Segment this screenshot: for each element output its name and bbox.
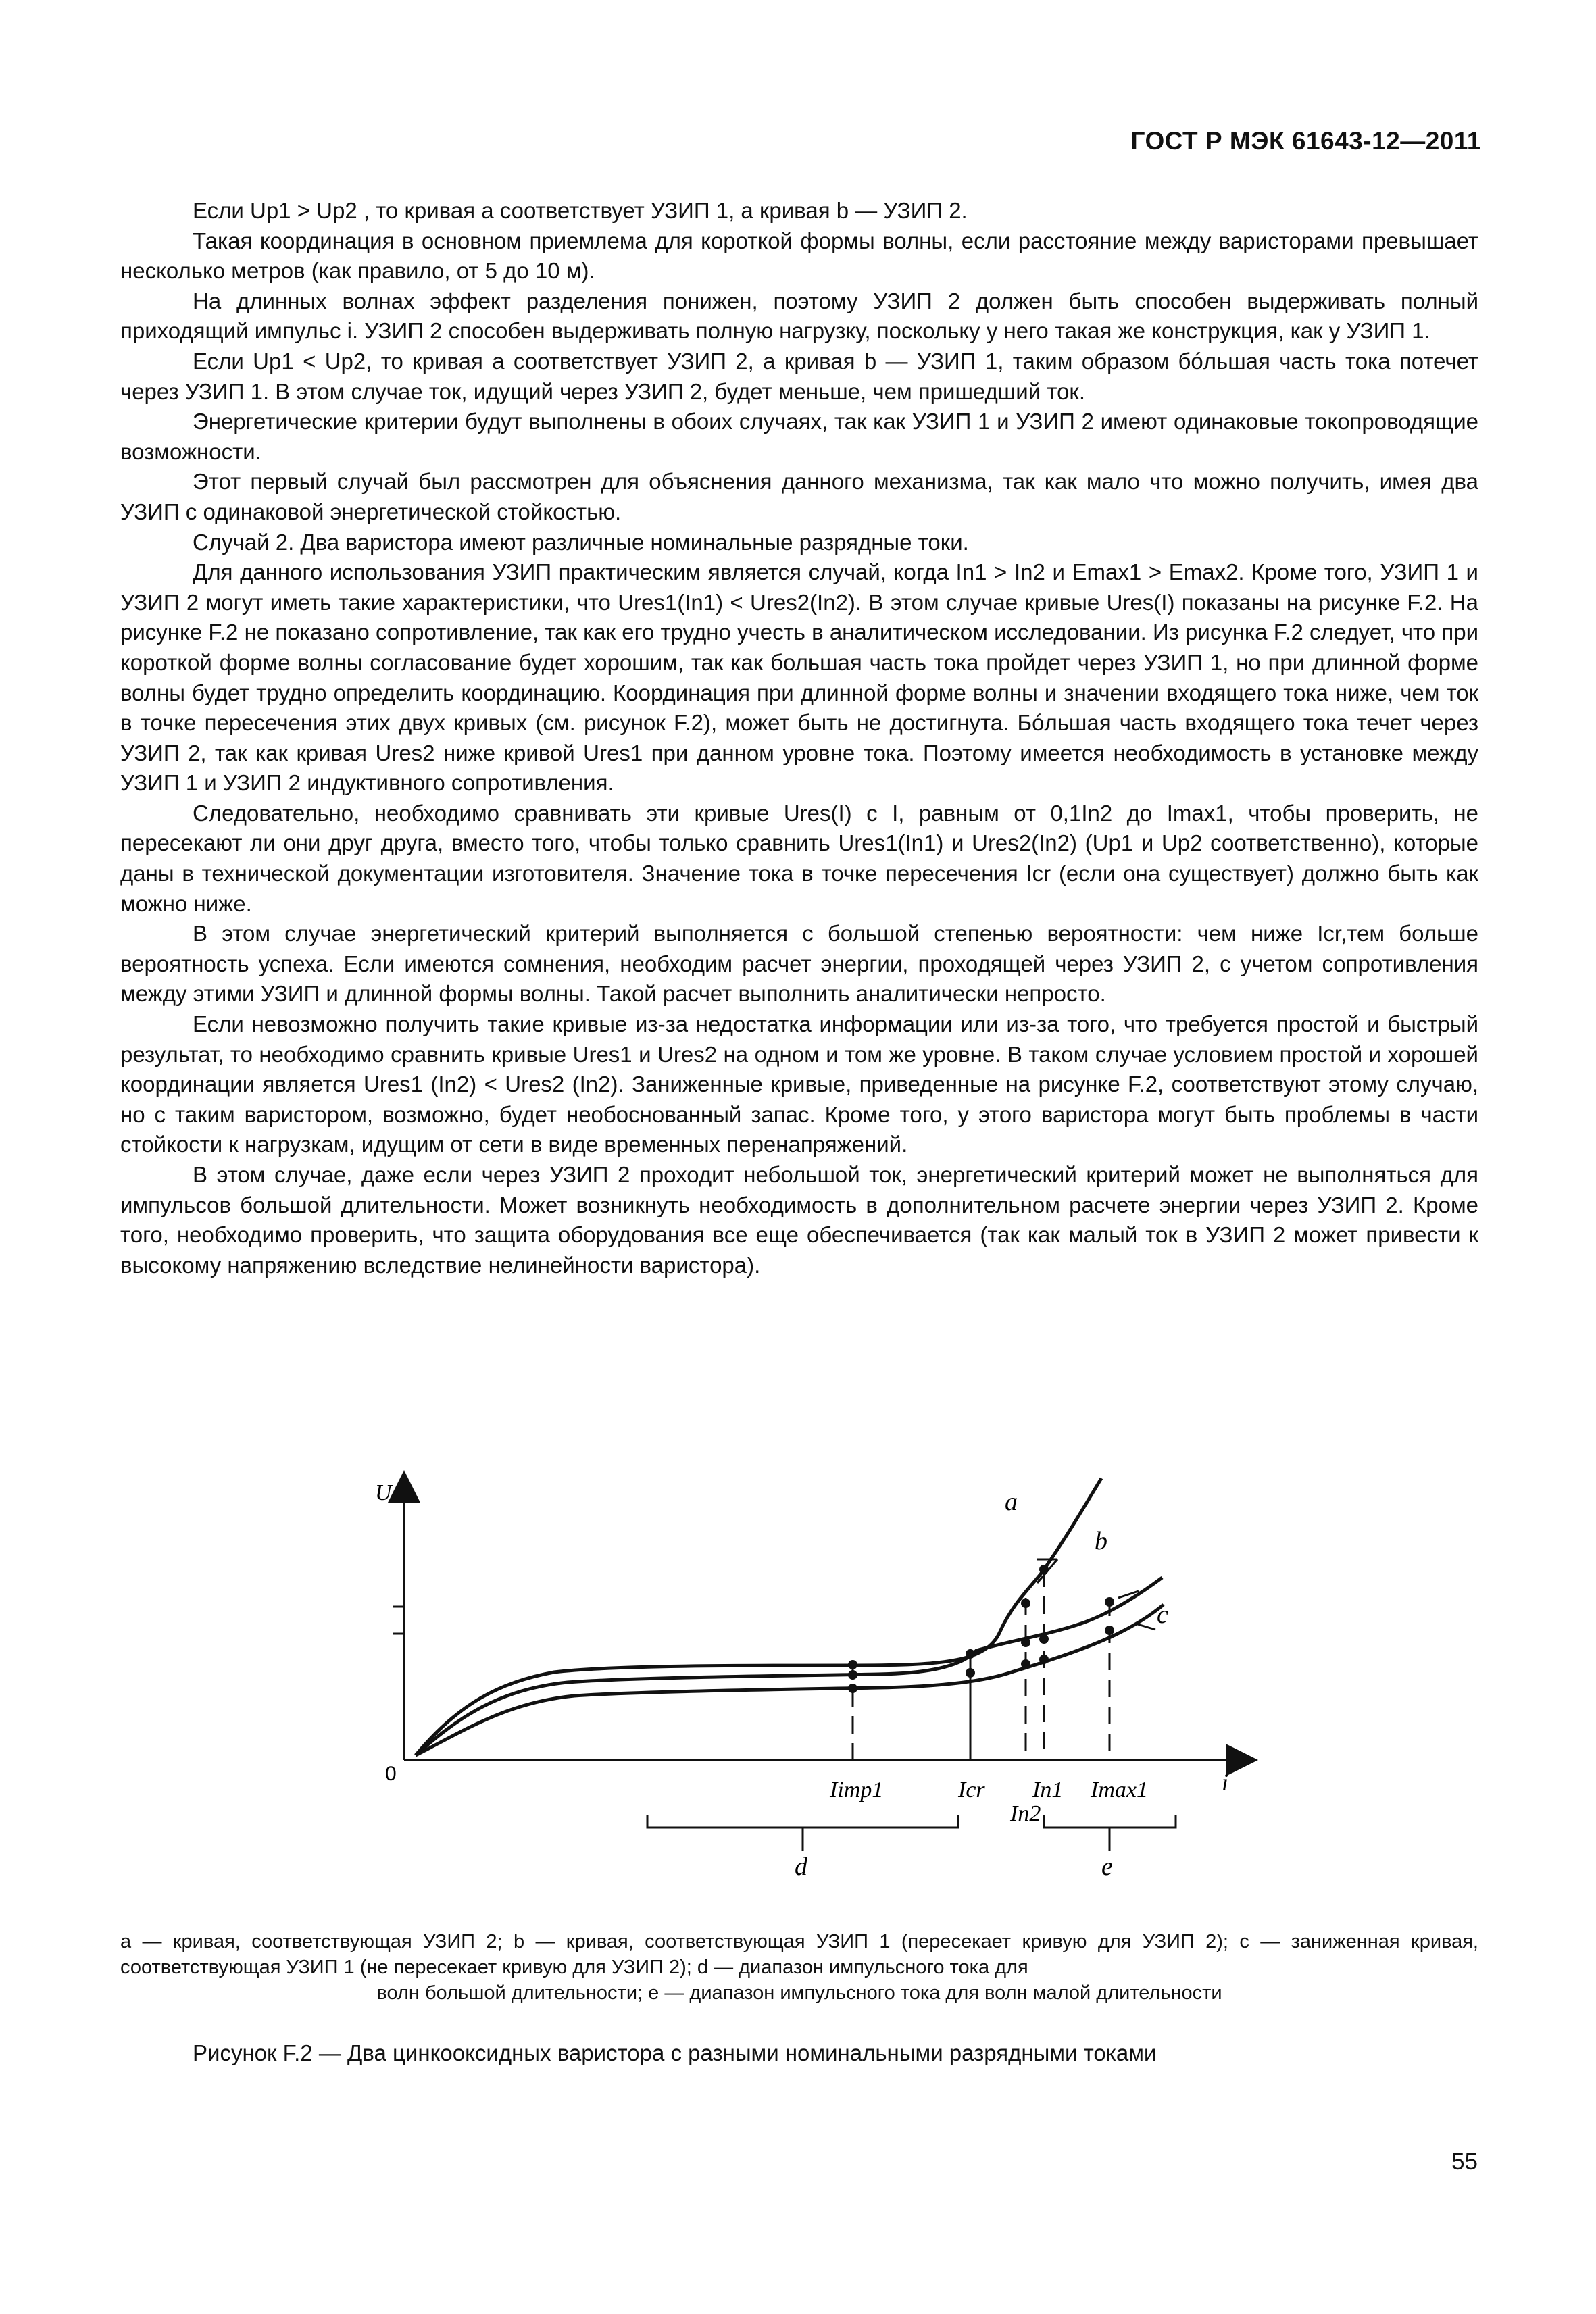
figure-diagram: [0, 1459, 1596, 1898]
paragraph: Если Up1 < Up2, то кривая a соответствует УЗИП 2, а кривая b — УЗИП 1, таким образом бóльшая часть тока потечет через УЗИП 1. В этом случае ток, идущий через УЗИП 2, будет меньше, чем пришедший ток.: [120, 348, 1478, 404]
range-d-bracket: [647, 1815, 958, 1828]
figure-f2: [0, 1459, 1596, 1898]
point: [1105, 1626, 1114, 1635]
point: [1021, 1659, 1030, 1669]
point: [966, 1668, 975, 1678]
point: [848, 1660, 857, 1669]
paragraph: Для данного использования УЗИП практическим является случай, когда In1 > In2 и Emax1 > Emax2. Кроме того, УЗИП 1 и УЗИП 2 могут иметь такие характеристики, что Ures1(In1) < Ures2(In2). В этом случае кривые Ures(I) показаны на рисунке F.2. На рисунке F.2 не показано сопротивление, так как его трудно учесть в аналитическом исследовании. Из рисунка F.2 следует, что при короткой форме волны согласование будет хорошим, так как большая часть тока пройдет через УЗИП 1, но при длинной форме волны будет трудно определить координацию. Координация при длинной форме волны и значении входящего тока ниже, чем ток в точке пересечения этих двух кривых (см. рисунок F.2), может быть не достигнута. Бóльшая часть входящего тока течет через УЗИП 2, так как кривая Ures2 ниже кривой Ures1 при данном уровне тока. Поэтому имеется необходимость в установке между УЗИП 1 и УЗИП 2 индуктивного сопротивления.: [120, 559, 1478, 796]
paragraph: На длинных волнах эффект разделения понижен, поэтому УЗИП 2 должен быть способен выдерживать полный приходящий импульс i. УЗИП 2 способен выдерживать полную нагрузку, поскольку у него такая же конструкция, как у УЗИП 1.: [120, 288, 1478, 344]
range-label-e: e: [1101, 1853, 1113, 1881]
curve-label-c: c: [1157, 1601, 1168, 1629]
paragraph: Если Up1 > Up2 , то кривая a соответствует УЗИП 1, а кривая b — УЗИП 2.: [193, 198, 968, 223]
point: [1105, 1597, 1114, 1607]
origin-label: 0: [385, 1763, 397, 1785]
paragraph: Этот первый случай был рассмотрен для объяснения данного механизма, так как мало что можно получить, имея два УЗИП с одинаковой энергетической стойкостью.: [120, 469, 1478, 524]
point: [1039, 1655, 1049, 1664]
point: [966, 1649, 975, 1659]
point: [1039, 1634, 1049, 1644]
y-axis-label: U: [375, 1480, 392, 1505]
range-label-d: d: [795, 1853, 807, 1881]
figure-legend-notes: [120, 1929, 1478, 2006]
paragraph: Следовательно, необходимо сравнивать эти кривые Ures(I) с I, равным от 0,1In2 до Imax1, чтобы проверить, не пересекают ли они друг друга, вместо того, чтобы только сравнить Ures1(In1) и Ures2(In2) (Up1 и Up2 соответственно), которые даны в технической документации изготовителя. Значение тока в точке пересечения Icr (если она существует) должно быть как можно ниже.: [120, 800, 1478, 916]
x-mark-n1: In1: [1032, 1778, 1064, 1803]
point: [1021, 1638, 1030, 1647]
x-mark-cr: Icr: [958, 1778, 985, 1803]
range-e-bracket: [1044, 1815, 1176, 1828]
point: [848, 1670, 857, 1680]
page-number: 55: [1451, 2148, 1478, 2175]
paragraph: Если невозможно получить такие кривые из-за недостатка информации или из-за того, что требуется простой и быстрый результат, то необходимо сравнить кривые Ures1 и Ures2 на одном и том же уровне. В таком случае условием простой и хорошей координации является Ures1 (In2) < Ures2 (In2). Заниженные кривые, приведенные на рисунке F.2, соответствуют этому случаю, но с таким варистором, возможно, будет необоснованный запас. Кроме того, у этого варистора могут быть проблемы в части стойкости к нагрузкам, идущим от сети в виде временных перенапряжений.: [120, 1011, 1478, 1157]
legend-note: волн большой длительности; e — диапазон импульсного тока для волн малой длительности: [376, 1982, 1222, 2004]
paragraph: Такая координация в основном приемлема для короткой формы волны, если расстояние между варисторами превышает несколько метров (как правило, от 5 до 10 м).: [120, 228, 1478, 284]
point: [848, 1684, 857, 1693]
paragraph: Энергетические критерии будут выполнены в обоих случаях, так как УЗИП 1 и УЗИП 2 имеют одинаковые токопроводящие возможности.: [120, 409, 1478, 464]
paragraph: В этом случае энергетический критерий выполняется с большой степенью вероятности: чем ниже Icr,тем больше вероятность успеха. Если имеются сомнения, необходим расчет энергии, проходящей через УЗИП 2, с учетом сопротивления между этими УЗИП и длинной формы волны. Такой расчет выполнить аналитически непросто.: [120, 921, 1478, 1007]
x-mark-max1: Imax1: [1091, 1778, 1148, 1803]
curve-label-a: a: [1005, 1488, 1018, 1516]
x-axis-label: i: [1222, 1769, 1229, 1796]
x-mark-imp1: Iimp1: [830, 1778, 884, 1803]
standard-header: ГОСТ Р МЭК 61643-12—2011: [1130, 127, 1481, 155]
paragraph: Случай 2. Два варистора имеют различные номинальные разрядные токи.: [193, 529, 969, 555]
figure-caption: Рисунок F.2 — Два цинкооксидных варистора с разными номинальными разрядными токами: [193, 2040, 1157, 2065]
paragraph: В этом случае, даже если через УЗИП 2 проходит небольшой ток, энергетический критерий может не выполняться для импульсов большой длительности. Может возникнуть необходимость в дополнительном расчете энергии через УЗИП 2. Кроме того, необходимо проверить, что защита оборудования все еще обеспечивается (так как малый ток в УЗИП 2 может привести к высокому напряжению вследствие нелинейности варистора).: [120, 1162, 1478, 1278]
label-c-leader: [1135, 1624, 1155, 1630]
body-text: [120, 196, 1478, 1280]
curve-label-b: b: [1095, 1527, 1107, 1555]
point: [1039, 1565, 1049, 1574]
curve-a: [416, 1478, 1101, 1755]
point: [1021, 1599, 1030, 1608]
legend-note: a — кривая, соответствующая УЗИП 2; b — кривая, соответствующая УЗИП 1 (пересекает кривую для УЗИП 2); c — заниженная кривая, соответствующая УЗИП 1 (не пересекает кривую для УЗИП 2); d — диапазон импульсного тока для: [120, 1931, 1478, 1978]
x-mark-n2: In2: [1010, 1801, 1041, 1826]
